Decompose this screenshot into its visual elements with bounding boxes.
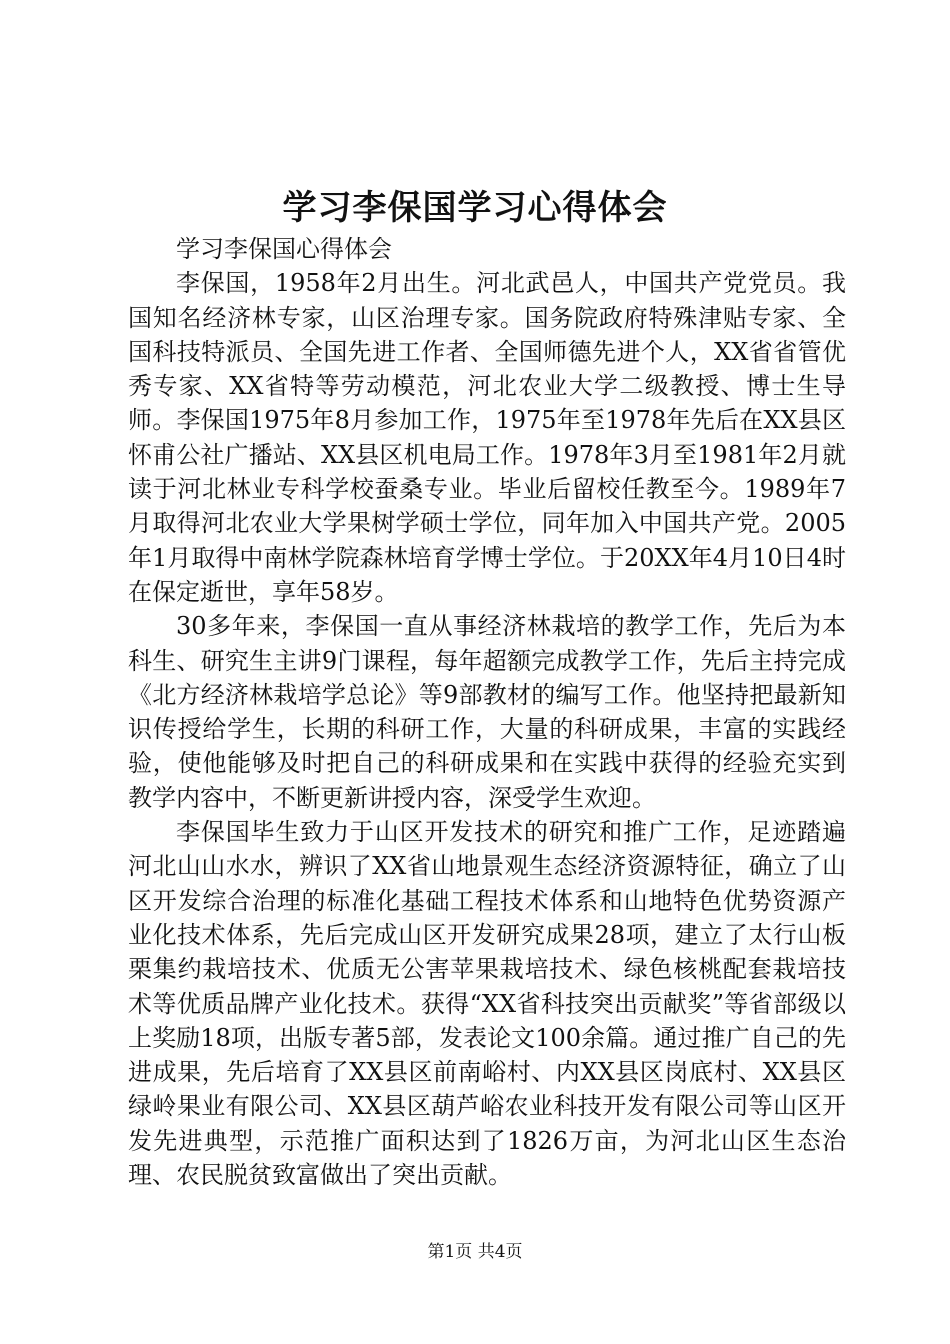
research-paragraph: 李保国毕生致力于山区开发技术的研究和推广工作，足迹踏遍河北山山水水，辨识了XX省山地景观生态经济资源特征，确立了山区开发综合治理的标准化基础工程技术体系和山地特色优势资源产业化技术体系，先后完成山区开发研究成果28项，建立了太行山板栗集约栽培技术、优质无公害苹果栽培技术、绿色核桃配套栽培技术等优质品牌产业化技术。获得“XX省科技突出贡献奖”等省部级以上奖励18项，出版专著5部，发表论文100余篇。通过推广自己的先进成果，先后培育了XX县区前南峪村、内XX县区岗底村、XX县区绿岭果业有限公司、XX县区葫芦峪农业科技开发有限公司等山区开发先进典型，示范推广面积达到了1826万亩，为河北山区生态治理、农民脱贫致富做出了突出贡献。	[128, 818, 846, 1190]
biography-paragraph: 李保国，1958年2月出生。河北武邑人，中国共产党党员。我国知名经济林专家，山区治理专家。国务院政府特殊津贴专家、全国科技特派员、全国先进工作者、全国师德先进个人，XX省省管优秀专家、XX省特等劳动模范，河北农业大学二级教授、博士生导师。李保国1975年8月参加工作，1975年至1978年先后在XX县区怀甫公社广播站、XX县区机电局工作。1978年3月至1981年2月就读于河北林业专科学校蚕桑专业。毕业后留校任教至今。1989年7月取得河北农业大学果树学硕士学位，同年加入中国共产党。2005年1月取得中南林学院森林培育学博士学位。于20XX年4月10日4时在保定逝世，享年58岁。	[128, 269, 846, 606]
page-number-footer: 第1页 共4页	[427, 1242, 523, 1262]
subtitle-paragraph: 学习李保国心得体会	[176, 235, 392, 263]
document-body	[128, 232, 846, 1192]
document-title: 学习李保国学习心得体会	[282, 188, 668, 228]
teaching-paragraph: 30多年来，李保国一直从事经济林栽培的教学工作，先后为本科生、研究生主讲9门课程，每年超额完成教学工作，先后主持完成《北方经济林栽培学总论》等9部教材的编写工作。他坚持把最新知识传授给学生，长期的科研工作，大量的科研成果，丰富的实践经验，使他能够及时把自己的科研成果和在实践中获得的经验充实到教学内容中，不断更新讲授内容，深受学生欢迎。	[128, 612, 846, 812]
